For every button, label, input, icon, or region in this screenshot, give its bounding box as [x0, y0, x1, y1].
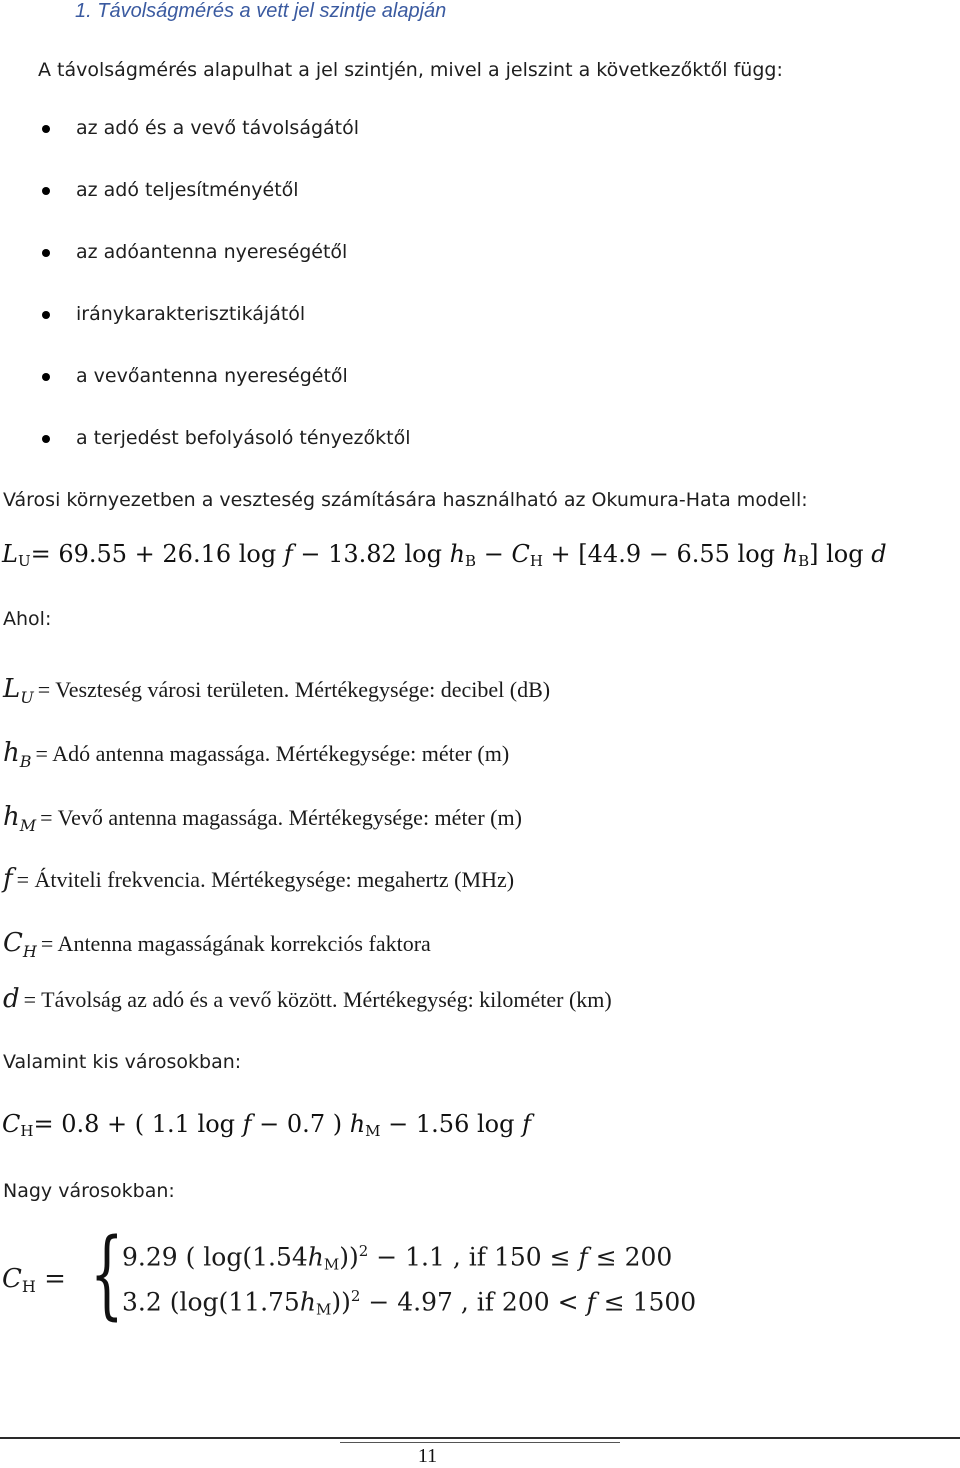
formula-subscript: M	[365, 1122, 381, 1140]
symbol-subscript: H	[22, 942, 37, 961]
formula-symbol: h	[349, 1110, 366, 1138]
formula-lhs	[2, 1264, 66, 1296]
formula-superscript: 2	[358, 1242, 369, 1260]
definition-text: = Vevő antenna magassága. Mértékegysége: méter (m)	[40, 805, 522, 830]
formula-symbol: f	[578, 1242, 588, 1272]
formula-text: + [44.9 − 6.55 log	[542, 540, 783, 568]
intro-paragraph: A távolságmérés alapulhat a jel szintjén, mivel a jelszint a következőktől függ:	[38, 59, 783, 81]
list-item	[38, 427, 411, 489]
list-item	[38, 179, 411, 241]
large-city-formula	[2, 1218, 782, 1342]
list-item-text: az adó teljesítményétől	[76, 179, 299, 201]
formula-text: =	[35, 1264, 66, 1294]
section-heading: 1. Távolságmérés a vett jel szintje alapján	[75, 0, 447, 22]
list-item	[38, 365, 411, 427]
definition-row	[3, 674, 550, 707]
formula-symbol: h	[449, 540, 466, 568]
urban-intro: Városi környezetben a veszteség számítására használható az Okumura-Hata modell:	[3, 489, 808, 511]
formula-symbol: d	[871, 540, 887, 568]
bullet-icon	[42, 435, 50, 443]
definition-symbol	[3, 864, 13, 894]
formula-text: − 1.1 , if 150 ≤	[368, 1242, 579, 1272]
formula-symbol: h	[782, 540, 799, 568]
formula-subscript: H	[20, 1122, 34, 1140]
formula-subscript: M	[315, 1300, 332, 1319]
definition-symbol	[3, 674, 34, 707]
formula-text: ≤ 200	[587, 1242, 673, 1272]
formula-superscript: 2	[350, 1287, 361, 1305]
formula-text: − 0.7 )	[251, 1110, 350, 1138]
formula-text: − 13.82 log	[292, 540, 450, 568]
large-cities-label: Nagy városokban:	[3, 1180, 175, 1202]
definition-symbol	[3, 738, 32, 771]
definition-row	[3, 802, 522, 835]
formula-symbol: f	[242, 1110, 252, 1138]
list-item	[38, 117, 411, 179]
formula-symbol: h	[299, 1287, 316, 1317]
formula-symbol: f	[283, 540, 293, 568]
definition-text: = Veszteség városi területen. Mértékegysége: decibel (dB)	[37, 677, 551, 702]
definition-text: = Adó antenna magassága. Mértékegysége: méter (m)	[35, 741, 510, 766]
bullet-icon	[42, 187, 50, 195]
factor-list	[38, 117, 411, 489]
formula-symbol: h	[307, 1242, 324, 1272]
footer-divider-secondary	[340, 1442, 620, 1443]
formula-case	[122, 1242, 672, 1273]
list-item-text: iránykarakterisztikájától	[76, 303, 306, 325]
definition-row	[3, 928, 431, 961]
definition-row	[3, 864, 514, 897]
page-number: 11	[417, 1445, 438, 1467]
formula-text: 3.2 (log(11.75	[122, 1287, 300, 1317]
symbol-letter: L	[3, 674, 21, 704]
formula-subscript: H	[529, 552, 543, 570]
small-cities-label: Valamint kis városokban:	[3, 1051, 242, 1073]
formula-subscript: U	[17, 552, 31, 570]
okumura-hata-formula	[2, 540, 887, 570]
definition-text: = Antenna magasságának korrekciós faktora	[40, 931, 431, 956]
small-city-formula	[2, 1110, 531, 1140]
symbol-subscript: B	[19, 752, 32, 771]
curly-brace: {	[90, 1218, 124, 1330]
formula-symbol: C	[2, 1264, 22, 1294]
formula-text: ))	[331, 1287, 351, 1317]
formula-subscript: M	[323, 1255, 340, 1274]
footer-divider	[0, 1437, 960, 1439]
definition-symbol	[3, 928, 37, 961]
definition-text: = Átviteli frekvencia. Mértékegysége: megahertz (MHz)	[16, 867, 515, 892]
formula-case	[122, 1287, 696, 1318]
formula-text: ] log	[809, 540, 872, 568]
list-item-text: a terjedést befolyásoló tényezőktől	[76, 427, 411, 449]
bullet-icon	[42, 249, 50, 257]
definition-symbol	[3, 984, 20, 1014]
list-item-text: az adóantenna nyereségétől	[76, 241, 348, 263]
bullet-icon	[42, 373, 50, 381]
formula-text: ≤ 1500	[595, 1287, 697, 1317]
bullet-icon	[42, 311, 50, 319]
definition-symbol	[3, 802, 37, 835]
list-item-text: az adó és a vevő távolságától	[76, 117, 360, 139]
formula-text: = 69.55 + 26.16 log	[30, 540, 284, 568]
formula-text: −	[476, 540, 512, 568]
symbol-letter: d	[3, 984, 20, 1014]
definition-text: = Távolság az adó és a vevő között. Mértékegység: kilométer (km)	[23, 987, 612, 1012]
definition-row	[3, 984, 612, 1017]
list-item	[38, 303, 411, 365]
formula-symbol: C	[511, 540, 530, 568]
formula-symbol: f	[522, 1110, 531, 1138]
symbol-letter: C	[3, 928, 23, 958]
formula-text: 9.29 ( log(1.54	[122, 1242, 308, 1272]
symbol-letter: h	[3, 738, 20, 768]
formula-subscript: B	[465, 552, 477, 570]
list-item-text: a vevőantenna nyereségétől	[76, 365, 348, 387]
definition-row	[3, 738, 509, 771]
symbol-subscript: M	[19, 816, 37, 835]
formula-text: − 4.97 , if 200 <	[360, 1287, 587, 1317]
formula-symbol: L	[2, 540, 18, 568]
list-item	[38, 241, 411, 303]
bullet-icon	[42, 125, 50, 133]
symbol-letter: h	[3, 802, 20, 832]
formula-text: ))	[339, 1242, 359, 1272]
formula-subscript: H	[21, 1277, 36, 1296]
formula-symbol: f	[586, 1287, 596, 1317]
formula-subscript: B	[798, 552, 810, 570]
formula-text: = 0.8 + ( 1.1 log	[33, 1110, 243, 1138]
ahol-label: Ahol:	[3, 608, 52, 630]
symbol-subscript: U	[20, 688, 34, 707]
formula-symbol: C	[2, 1110, 21, 1138]
formula-text: − 1.56 log	[380, 1110, 523, 1138]
symbol-letter: f	[3, 864, 13, 894]
